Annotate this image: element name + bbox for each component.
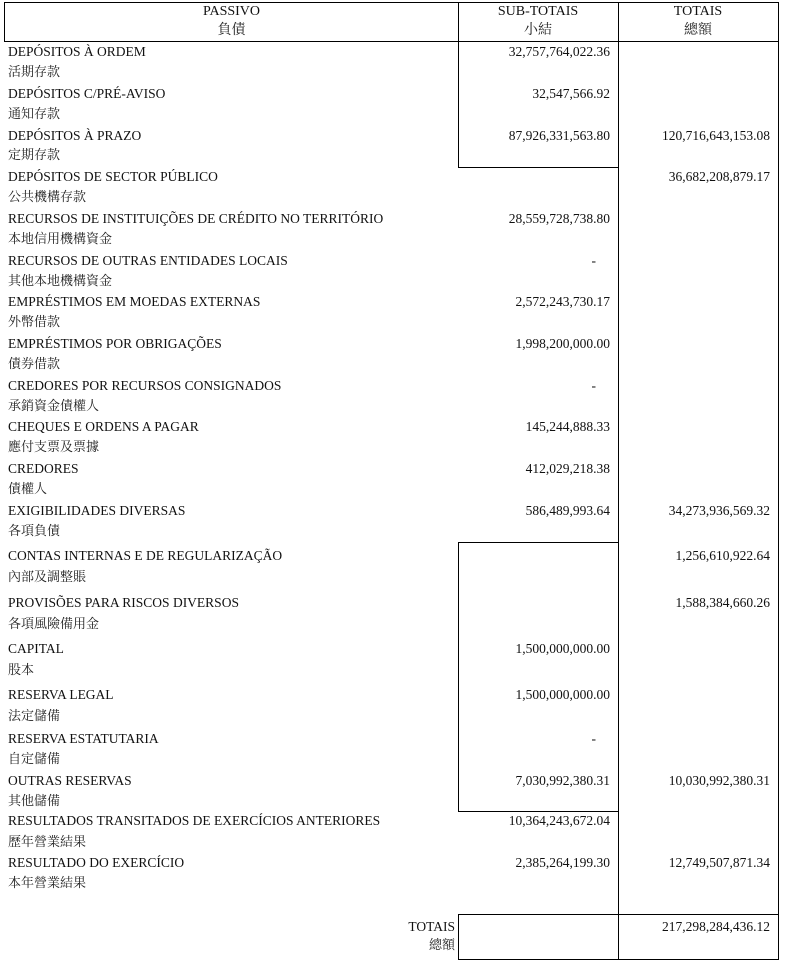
row-label: CAPITAL bbox=[8, 641, 64, 656]
row-subtotal: 1,998,200,000.00 bbox=[515, 336, 610, 351]
row-subtotal: 2,572,243,730.17 bbox=[515, 294, 610, 309]
row-label-zh: 債券借款 bbox=[8, 357, 61, 372]
row-label: RESULTADO DO EXERCÍCIO bbox=[8, 855, 185, 870]
row-label: EMPRÉSTIMOS EM MOEDAS EXTERNAS bbox=[8, 294, 261, 309]
row-label: RESERVA LEGAL bbox=[8, 687, 114, 702]
row-label: CONTAS INTERNAS E DE REGULARIZAÇÃO bbox=[8, 548, 283, 563]
row-label-zh: 自定儲備 bbox=[8, 752, 61, 767]
row-label: CREDORES POR RECURSOS CONSIGNADOS bbox=[8, 378, 282, 393]
rule-header-bottom bbox=[4, 41, 779, 42]
row-label-zh: 應付支票及票據 bbox=[8, 440, 100, 455]
row-subtotal: 32,757,764,022.36 bbox=[508, 44, 610, 59]
row-subtotal: 10,364,243,672.04 bbox=[508, 813, 610, 828]
row-subtotal: 28,559,728,738.80 bbox=[508, 211, 610, 226]
rule-bottom bbox=[458, 959, 779, 960]
row-label-zh: 定期存款 bbox=[8, 148, 61, 163]
row-subtotal: 2,385,264,199.30 bbox=[515, 855, 610, 870]
row-label: PROVISÕES PARA RISCOS DIVERSOS bbox=[8, 595, 239, 610]
row-subtotal: 7,030,992,380.31 bbox=[515, 773, 610, 788]
header-subtotais: SUB-TOTAIS bbox=[497, 4, 579, 19]
row-label: DEPÓSITOS C/PRÉ-AVISO bbox=[8, 86, 166, 101]
row-label: EMPRÉSTIMOS POR OBRIGAÇÕES bbox=[8, 336, 222, 351]
totais-label: TOTAIS bbox=[408, 919, 455, 934]
row-label: DEPÓSITOS DE SECTOR PÚBLICO bbox=[8, 169, 218, 184]
row-label: RESERVA ESTATUTARIA bbox=[8, 731, 159, 746]
row-label-zh: 公共機構存款 bbox=[8, 190, 87, 205]
row-label: RECURSOS DE INSTITUIÇÕES DE CRÉDITO NO TERRITÓRIO bbox=[8, 211, 384, 226]
rule-col3 bbox=[778, 2, 779, 960]
header-subtotais-zh: 小結 bbox=[524, 22, 552, 38]
row-label-zh: 本地信用機構資金 bbox=[8, 232, 113, 247]
row-label-zh: 本年營業結果 bbox=[8, 876, 87, 891]
totais-label-zh: 總額 bbox=[428, 938, 455, 953]
grand-total: 217,298,284,436.12 bbox=[662, 919, 770, 934]
row-label-zh: 債權人 bbox=[8, 482, 48, 497]
header-passivo: PASSIVO bbox=[202, 4, 261, 19]
row-label-zh: 各項風險備用金 bbox=[8, 617, 100, 632]
row-subtotal: 32,547,566.92 bbox=[532, 86, 610, 101]
row-total: 120,716,643,153.08 bbox=[662, 128, 770, 143]
header-passivo-zh: 負債 bbox=[217, 22, 246, 38]
row-total: 1,256,610,922.64 bbox=[675, 548, 770, 563]
row-subtotal: 87,926,331,563.80 bbox=[508, 128, 610, 143]
row-label-zh: 內部及調整賬 bbox=[8, 570, 87, 585]
rule-footer-top bbox=[458, 914, 779, 915]
rule-col2 bbox=[618, 2, 619, 960]
row-subtotal: 145,244,888.33 bbox=[525, 419, 610, 434]
rule-subtotal-a bbox=[458, 167, 618, 168]
row-subtotal: - bbox=[591, 731, 596, 746]
row-subtotal: 1,500,000,000.00 bbox=[515, 641, 610, 656]
row-label: RECURSOS DE OUTRAS ENTIDADES LOCAIS bbox=[8, 253, 288, 268]
row-total: 34,273,936,569.32 bbox=[668, 503, 770, 518]
row-total: 1,588,384,660.26 bbox=[675, 595, 770, 610]
row-label-zh: 歷年營業結果 bbox=[8, 835, 87, 850]
row-subtotal: 1,500,000,000.00 bbox=[515, 687, 610, 702]
row-label: CREDORES bbox=[8, 461, 79, 476]
row-label-zh: 外幣借款 bbox=[8, 315, 61, 330]
row-label: OUTRAS RESERVAS bbox=[8, 773, 132, 788]
row-subtotal: - bbox=[591, 253, 596, 268]
row-total: 10,030,992,380.31 bbox=[668, 773, 770, 788]
header-totais-zh: 總額 bbox=[684, 22, 712, 38]
row-label: CHEQUES E ORDENS A PAGAR bbox=[8, 419, 199, 434]
row-label-zh: 法定儲備 bbox=[8, 709, 61, 724]
row-total: 36,682,208,879.17 bbox=[668, 169, 770, 184]
row-label-zh: 承銷資金債權人 bbox=[8, 399, 100, 414]
row-label: DEPÓSITOS À ORDEM bbox=[8, 44, 146, 59]
row-subtotal: 412,029,218.38 bbox=[525, 461, 610, 476]
row-label: RESULTADOS TRANSITADOS DE EXERCÍCIOS ANTERIORES bbox=[8, 813, 381, 828]
row-label-zh: 活期存款 bbox=[8, 65, 61, 80]
rule-subtotal-b bbox=[458, 542, 618, 543]
rule-col1-b bbox=[458, 542, 459, 812]
row-label-zh: 其他儲備 bbox=[8, 794, 61, 809]
row-label-zh: 各項負債 bbox=[8, 524, 61, 539]
rule-col1-c bbox=[458, 914, 459, 960]
row-label-zh: 其他本地機構資金 bbox=[8, 274, 113, 289]
row-subtotal: - bbox=[591, 378, 596, 393]
row-total: 12,749,507,871.34 bbox=[668, 855, 770, 870]
row-label: DEPÓSITOS À PRAZO bbox=[8, 128, 142, 143]
row-subtotal: 586,489,993.64 bbox=[525, 503, 610, 518]
row-label: EXIGIBILIDADES DIVERSAS bbox=[8, 503, 186, 518]
header-totais: TOTAIS bbox=[673, 4, 723, 19]
row-label-zh: 通知存款 bbox=[8, 107, 61, 122]
row-label-zh: 股本 bbox=[8, 663, 35, 678]
